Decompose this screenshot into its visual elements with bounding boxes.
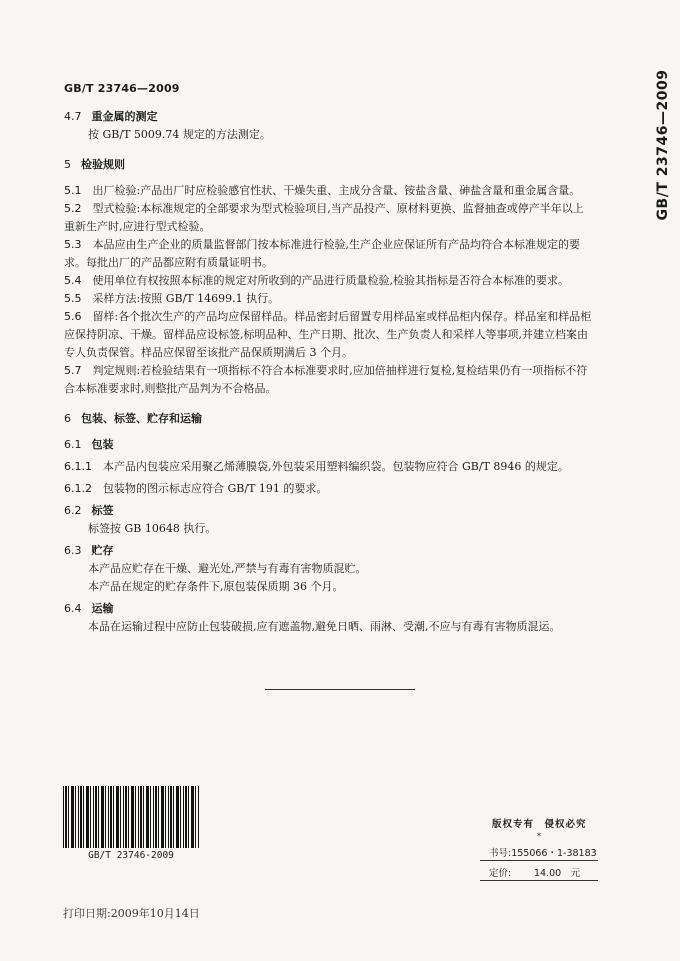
clause-5-7: 5.7 判定规则:若检验结果有一项指标不符合本标准要求时,应加倍抽样进行复检,复检结果仍有一项指标不符合本标准要求时,则整批产品判为不合格品。 — [64, 364, 588, 395]
barcode — [63, 786, 199, 848]
section-6-4-heading: 6.4 运输 — [64, 602, 114, 615]
section-6-3-body-2: 本产品在规定的贮存条件下,原包装保质期 36 个月。 — [88, 580, 344, 593]
print-date: 打印日期:2009年10月14日 — [63, 907, 200, 920]
clause-5-5: 5.5 采样方法:按照 GB/T 14699.1 执行。 — [64, 292, 280, 305]
end-divider — [265, 689, 415, 690]
section-6-3-heading: 6.3 贮存 — [64, 544, 114, 557]
section-4-7-heading: 4.7 重金属的测定 — [64, 110, 158, 123]
clause-5-6: 5.6 留样:各个批次生产的产品均应保留样品。样品密封后留置专用样品室或样品柜内保存。样品室和样品柜应保持阴凉、干燥。留样品应设标签,标明品种、生产日期、批次、生产负责人和采样人等事项,并建立档案由专人负责保管。样品应保留至该批产品保质期满后 3 个月。 — [64, 310, 592, 359]
section-6-4-body: 本品在运输过程中应防止包装破损,应有遮盖物,避免日晒、雨淋、受潮,不应与有毒有害物质混运。 — [88, 620, 561, 633]
section-6-heading: 6 包装、标签、贮存和运输 — [64, 412, 202, 425]
header-standard-code: GB/T 23746—2009 — [64, 82, 180, 95]
barcode-text: GB/T 23746-2009 — [88, 850, 174, 861]
section-4-7-body: 按 GB/T 5009.74 规定的方法测定。 — [88, 128, 271, 141]
copyright-notice: 版权专有 侵权必究 — [492, 819, 587, 830]
price-value: 14.00 元 — [534, 868, 581, 879]
footer-rule-bottom — [480, 880, 598, 881]
section-6-2-body: 标签按 GB 10648 执行。 — [88, 522, 217, 535]
section-6-3-body-1: 本产品应贮存在干燥、避光处,严禁与有毒有害物质混贮。 — [88, 562, 367, 575]
section-6-2-heading: 6.2 标签 — [64, 504, 114, 517]
book-number: 书号:155066・1-38183 — [489, 848, 597, 859]
document-body — [64, 108, 594, 636]
section-6-1-heading: 6.1 包装 — [64, 438, 114, 451]
clause-6-1-2: 6.1.2 包装物的图示标志应符合 GB/T 191 的要求。 — [64, 482, 328, 495]
clause-5-2: 5.2 型式检验:本标准规定的全部要求为型式检验项目,当产品投产、原材料更换、监督抽查或停产半年以上重新生产时,应进行型式检验。 — [64, 202, 584, 233]
clause-5-4: 5.4 使用单位有权按照本标准的规定对所收到的产品进行质量检验,检验其指标是否符合本标准的要求。 — [64, 274, 569, 287]
section-5-heading: 5 检验规则 — [64, 158, 125, 171]
clause-5-3: 5.3 本品应由生产企业的质量监督部门按本标准进行检验,生产企业应保证所有产品均符合本标准规定的要求。每批出厂的产品都应附有质量证明书。 — [64, 238, 580, 269]
star-mark: * — [537, 832, 541, 841]
price-line — [489, 865, 581, 879]
footer-rule-top — [480, 860, 598, 861]
side-standard-code: GB/T 23746—2009 — [655, 69, 671, 221]
clause-5-1: 5.1 出厂检验:产品出厂时应检验感官性状、干燥失重、主成分含量、铵盐含量、砷盐含量和重金属含量。 — [64, 184, 581, 197]
clause-6-1-1: 6.1.1 本产品内包装应采用聚乙烯薄膜袋,外包装采用塑料编织袋。包装物应符合 GB/T 8946 的规定。 — [64, 460, 569, 473]
price-label: 定价: — [489, 868, 512, 879]
